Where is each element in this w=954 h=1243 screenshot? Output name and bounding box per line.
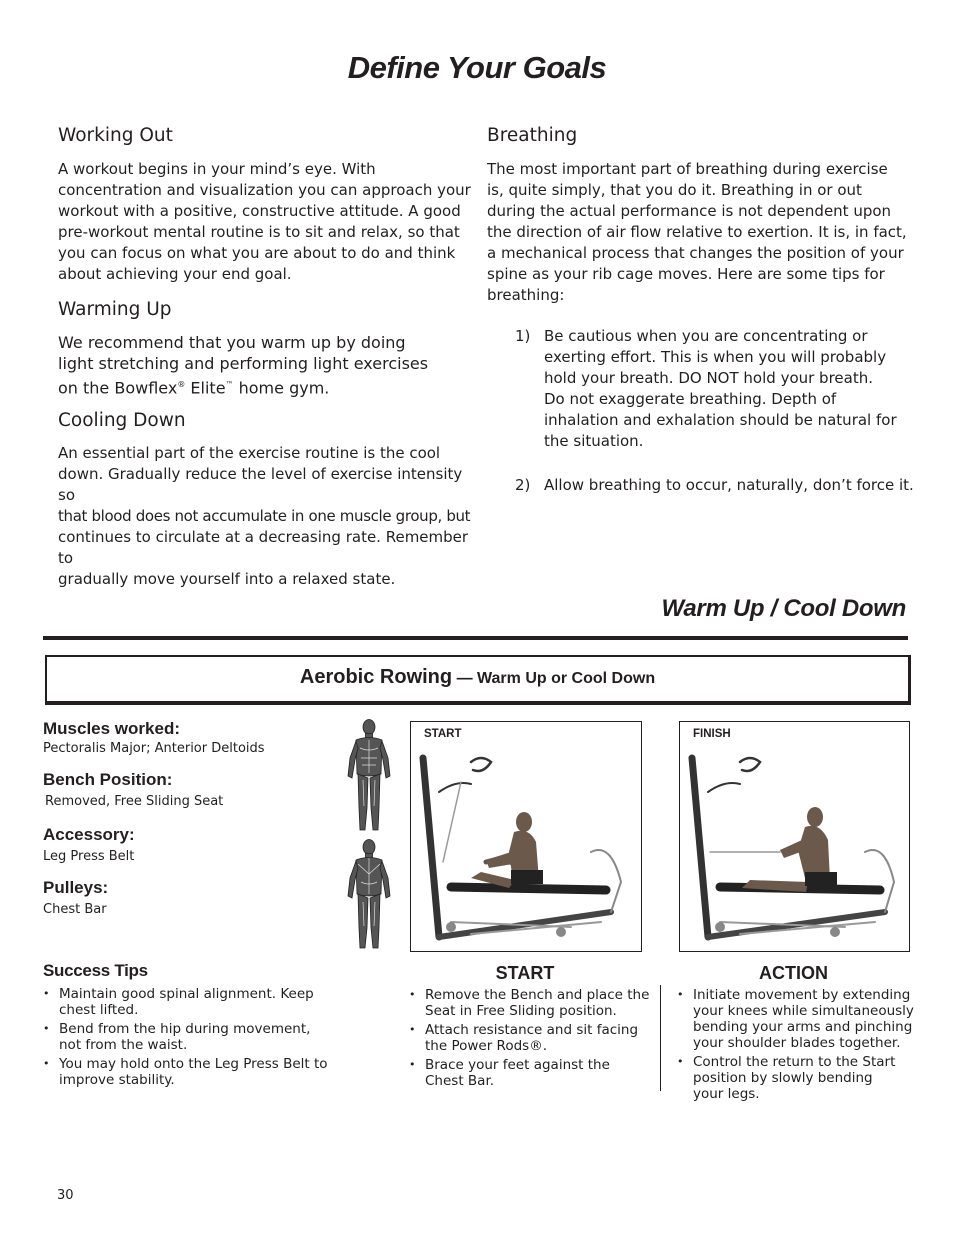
photo-label: FINISH	[693, 728, 731, 740]
muscle-figure-front-icon	[344, 718, 394, 836]
accessory-label: Accessory:	[43, 825, 135, 844]
warming-up-text	[58, 332, 478, 398]
list-item	[409, 1057, 654, 1089]
start-steps-list	[409, 987, 654, 1092]
text-line: light stretching and performing light exercises	[58, 354, 429, 373]
text-span: Elite	[185, 378, 226, 398]
trademark-mark: ™	[225, 380, 234, 389]
success-tips-list	[43, 986, 363, 1091]
text-line: Seat in Free Sliding position.	[425, 1003, 617, 1019]
bench-label: Bench Position:	[43, 770, 173, 789]
breathing-text	[487, 159, 907, 306]
text-line: exerting effort. This is when you will probably	[544, 348, 887, 366]
text-span: on the Bowflex	[58, 378, 178, 398]
text-line: inhalation and exhalation should be natural for	[544, 411, 897, 429]
finish-position-photo	[679, 721, 910, 952]
list-item	[677, 1054, 917, 1102]
breathing-tip-2	[544, 475, 924, 496]
text-line: We recommend that you warm up by doing	[58, 333, 406, 352]
exercise-subtitle: — Warm Up or Cool Down	[456, 670, 656, 687]
list-item	[43, 1056, 363, 1088]
text-line: the direction of air flow relative to exertion. It is, in fact,	[487, 223, 907, 241]
text-line: the Power Rods®.	[425, 1038, 547, 1054]
muscles-label: Muscles worked:	[43, 719, 180, 738]
page-title: Define Your Goals	[347, 50, 607, 85]
text-line: concentration and visualization you can approach your	[58, 181, 471, 199]
start-heading: START	[495, 963, 555, 983]
text-line: bending your arms and pinching	[693, 1019, 913, 1035]
pulleys-value: Chest Bar	[43, 902, 107, 917]
text-line: • You may hold onto the Leg Press Belt to	[59, 1056, 328, 1072]
section-divider	[43, 636, 908, 640]
list-item	[43, 1021, 363, 1053]
text-line: down. Gradually reduce the level of exercise intensity so	[58, 465, 463, 504]
text-line: is, quite simply, that you do it. Breathing in or out	[487, 181, 862, 199]
muscle-figure-back-icon	[344, 838, 394, 954]
list-item	[677, 987, 917, 1051]
text-line: • Control the return to the Start	[693, 1054, 896, 1070]
breathing-tip-number: 2)	[515, 476, 531, 494]
action-steps-list	[677, 987, 917, 1105]
rowing-machine-finish-image	[680, 722, 909, 951]
working-out-heading: Working Out	[58, 125, 173, 146]
exercise-title-box	[45, 655, 911, 705]
text-line: pre-workout mental routine is to sit and relax, so that	[58, 223, 460, 241]
list-item	[409, 987, 654, 1019]
photo-label: START	[424, 728, 462, 740]
section-title: Warm Up / Cool Down	[661, 595, 906, 622]
registered-mark: ®	[177, 380, 186, 389]
text-line: not from the waist.	[59, 1037, 188, 1053]
text-line: • Bend from the hip during movement,	[59, 1021, 311, 1037]
text-line: your legs.	[693, 1086, 760, 1102]
breathing-tip-1	[544, 326, 914, 452]
accessory-value: Leg Press Belt	[43, 849, 135, 864]
muscles-value: Pectoralis Major; Anterior Deltoids	[43, 741, 265, 756]
text-line: Be cautious when you are concentrating or	[544, 327, 868, 345]
cooling-down-heading: Cooling Down	[58, 410, 186, 431]
text-line: chest lifted.	[59, 1002, 139, 1018]
start-position-photo	[410, 721, 642, 952]
working-out-text	[58, 159, 478, 285]
text-line: A workout begins in your mind’s eye. With	[58, 160, 376, 178]
text-line: position by slowly bending	[693, 1070, 873, 1086]
rowing-machine-start-image	[411, 722, 641, 951]
list-item	[43, 986, 363, 1018]
text-line: • Remove the Bench and place the	[425, 987, 650, 1003]
action-heading: ACTION	[759, 963, 828, 983]
cooling-down-text	[58, 443, 478, 590]
bench-value: Removed, Free Sliding Seat	[45, 794, 224, 809]
success-tips-heading: Success Tips	[43, 961, 148, 980]
text-line: gradually move yourself into a relaxed state.	[58, 570, 396, 588]
text-line: workout with a positive, constructive attitude. A good	[58, 202, 461, 220]
text-line: Allow breathing to occur, naturally, don’t force it.	[544, 476, 914, 494]
exercise-name: Aerobic Rowing	[299, 666, 453, 688]
text-line: An essential part of the exercise routine is the cool	[58, 444, 441, 462]
exercise-title	[47, 666, 908, 689]
text-line: Do not exaggerate breathing. Depth of	[544, 390, 837, 408]
text-line: Chest Bar.	[425, 1073, 495, 1089]
column-divider	[660, 985, 661, 1091]
text-line: about achieving your end goal.	[58, 265, 292, 283]
page-number: 30	[57, 1188, 74, 1203]
text-line: The most important part of breathing during exercise	[487, 160, 888, 178]
text-line: a mechanical process that changes the position of your	[487, 244, 904, 262]
list-item	[409, 1022, 654, 1054]
text-line: improve stability.	[59, 1072, 175, 1088]
text-span: home gym.	[233, 378, 330, 398]
text-line: • Maintain good spinal alignment. Keep	[59, 986, 314, 1002]
text-line	[58, 374, 478, 398]
text-line: your knees while simultaneously	[693, 1003, 914, 1019]
text-line: breathing:	[487, 286, 565, 304]
text-line: your shoulder blades together.	[693, 1035, 901, 1051]
text-line: during the actual performance is not dependent upon	[487, 202, 892, 220]
text-line: the situation.	[544, 432, 644, 450]
text-line: • Attach resistance and sit facing	[425, 1022, 639, 1038]
text-line: spine as your rib cage moves. Here are some tips for	[487, 265, 885, 283]
pulleys-label: Pulleys:	[43, 878, 109, 897]
breathing-heading: Breathing	[487, 125, 578, 146]
text-line: continues to circulate at a decreasing rate. Remember to	[58, 528, 469, 567]
text-line: you can focus on what you are about to do and think	[58, 244, 456, 262]
text-line: that blood does not accumulate in one muscle group, but	[58, 507, 471, 525]
text-line: • Brace your feet against the	[425, 1057, 610, 1073]
text-line: hold your breath. DO NOT hold your breath.	[544, 369, 873, 387]
text-line: • Initiate movement by extending	[693, 987, 911, 1003]
breathing-tip-number: 1)	[515, 327, 531, 345]
warming-up-heading: Warming Up	[58, 299, 172, 320]
